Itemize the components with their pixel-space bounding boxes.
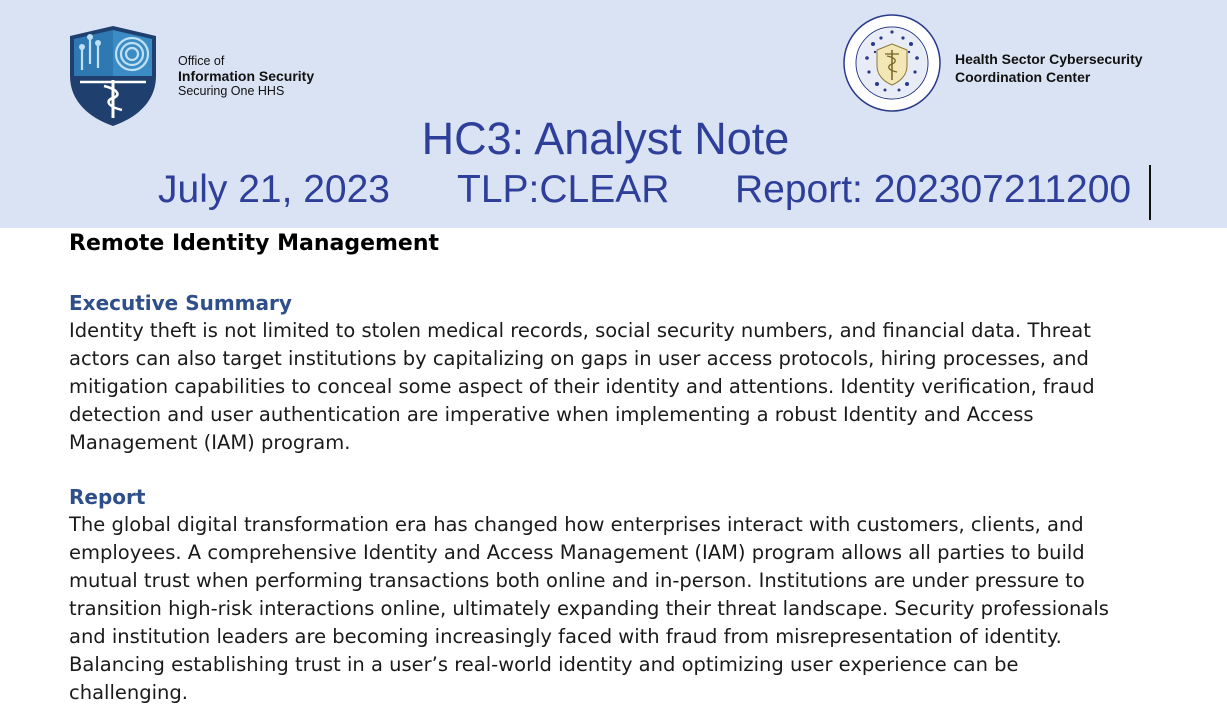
ois-wordmark: [178, 54, 314, 99]
analyst-note-title: HC3: Analyst Note: [421, 113, 790, 164]
paragraph-line: Balancing establishing trust in a user’s real-world identity and optimizing user experience can be: [69, 653, 1019, 676]
paragraph-line: challenging.: [69, 681, 188, 704]
text-cursor: [1149, 165, 1151, 220]
ois-line-3: Securing One HHS: [178, 84, 285, 98]
tlp-label: TLP:CLEAR: [457, 168, 670, 211]
document-title: Remote Identity Management: [69, 231, 440, 256]
ois-line-2: Information Security: [178, 68, 315, 84]
section-heading-report: Report: [69, 485, 146, 509]
section-heading-executive-summary: Executive Summary: [69, 291, 292, 315]
paragraph-line: detection and user authentication are imperative when implementing a robust Identity and Access: [69, 403, 1034, 426]
paragraph-line: Identity theft is not limited to stolen medical records, social security numbers, and financial data. Threat: [69, 319, 1091, 342]
paragraph-line: and institution leaders are becoming increasingly faced with fraud from misrepresentation of identity.: [69, 625, 1062, 648]
paragraph-line: mutual trust when performing transactions both online and in-person. Institutions are under pressure to: [69, 569, 1085, 592]
hc3-line-2: Coordination Center: [955, 69, 1091, 85]
paragraph-line: mitigation capabilities to conceal some aspect of their identity and attentions. Identity verification, fraud: [69, 375, 1095, 398]
paragraph-line: Management (IAM) program.: [69, 431, 351, 454]
paragraph-line: employees. A comprehensive Identity and Access Management (IAM) program allows all parties to build: [69, 541, 1085, 564]
paragraph-line: The global digital transformation era has changed how enterprises interact with customers, clients, and: [69, 513, 1084, 536]
hc3-seal-icon: [843, 14, 941, 112]
paragraph-line: transition high-risk interactions online, ultimately expanding their threat landscape. Security professionals: [69, 597, 1109, 620]
hc3-wordmark: [955, 50, 1143, 86]
hc3-line-1: Health Sector Cybersecurity: [955, 51, 1143, 67]
report-number: Report: 202307211200: [735, 168, 1132, 211]
report-date: July 21, 2023: [158, 168, 391, 211]
executive-summary-paragraph: [69, 317, 1209, 457]
report-paragraph: [69, 511, 1209, 707]
paragraph-line: actors can also target institutions by capitalizing on gaps in user access protocols, hiring processes, and: [69, 347, 1089, 370]
ois-line-1: Office of: [178, 54, 225, 68]
